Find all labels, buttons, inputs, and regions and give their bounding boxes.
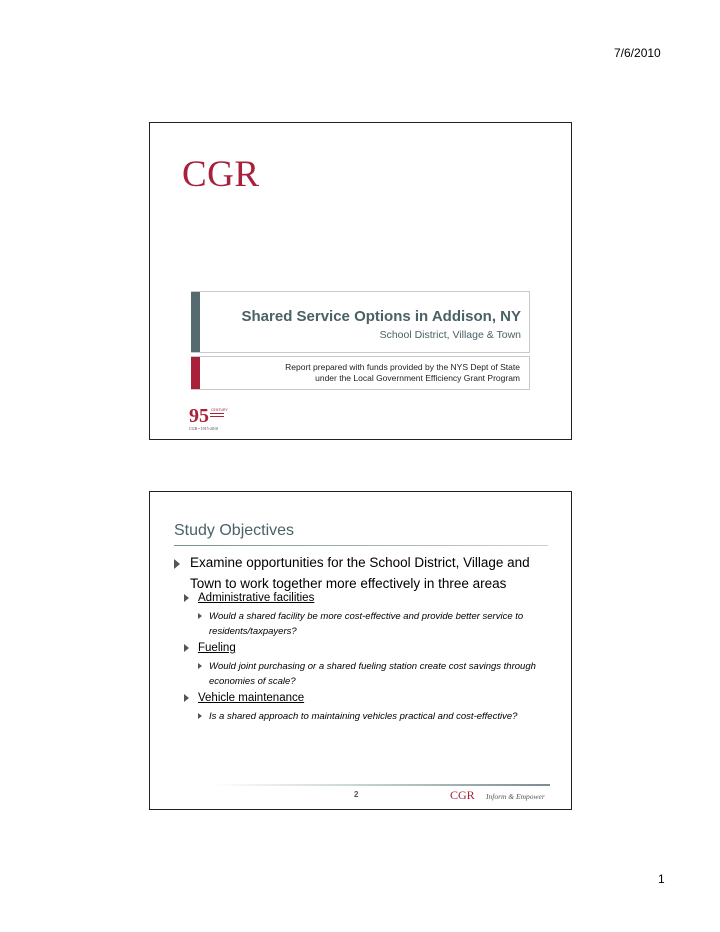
report-line-1: Report prepared with funds provided by the NYS Dept of State [285, 362, 520, 372]
title-divider [174, 545, 548, 546]
page-date: 7/6/2010 [614, 46, 661, 60]
bullet-arrow-icon [184, 644, 189, 652]
item-detail [198, 609, 550, 639]
main-bullet-text: Examine opportunities for the School District, Village and Town to work together more effectively in three areas [190, 555, 530, 591]
slide-title: Study Objectives [174, 522, 295, 539]
report-line-2: under the Local Government Efficiency Grant Program [315, 373, 520, 383]
bullet-arrow-icon [198, 713, 202, 719]
anniversary-caption: CGR • 1915-2010 [189, 426, 218, 431]
item-detail-text: Would joint purchasing or a shared fueling station create cost savings through economies of scale? [209, 661, 536, 687]
cgr-95-anniversary-logo [188, 402, 226, 432]
item-detail [198, 659, 550, 689]
anniversary-word: CENTURY [211, 408, 228, 412]
slide-1 [149, 122, 572, 440]
item-detail [198, 709, 550, 724]
bullet-arrow-icon [198, 663, 202, 669]
bullet-arrow-icon [184, 694, 189, 702]
bullet-arrow-icon [198, 613, 202, 619]
item-label [184, 690, 304, 706]
item-label-text: Fueling [198, 642, 236, 654]
title-accent-bar [191, 292, 200, 352]
title-box [191, 291, 530, 353]
slide-subtitle: School District, Village & Town [379, 329, 521, 341]
anniversary-number: 95 [189, 405, 209, 427]
report-accent-bar [191, 357, 200, 389]
bullet-arrow-icon [184, 594, 189, 602]
main-bullet [174, 552, 559, 594]
cgr-logo-text: CGR [182, 154, 260, 195]
item-detail-text: Is a shared approach to maintaining vehicles practical and cost-effective? [209, 711, 518, 722]
footer-tagline: Inform & Empower [486, 792, 545, 801]
page-number: 1 [658, 872, 665, 886]
report-box [191, 356, 530, 390]
item-label [184, 640, 236, 656]
item-label [184, 590, 314, 606]
item-label-text: Administrative facilities [198, 592, 315, 604]
footer-rule [210, 784, 550, 786]
bullet-arrow-icon [174, 559, 180, 569]
footer-logo: CGR [450, 788, 475, 802]
slide-number: 2 [354, 790, 359, 799]
item-detail-text: Would a shared facility be more cost-effective and provide better service to residents/taxpayers? [209, 611, 524, 637]
slide-2 [149, 491, 572, 810]
slide-title: Shared Service Options in Addison, NY [241, 308, 521, 325]
item-label-text: Vehicle maintenance [198, 692, 305, 704]
